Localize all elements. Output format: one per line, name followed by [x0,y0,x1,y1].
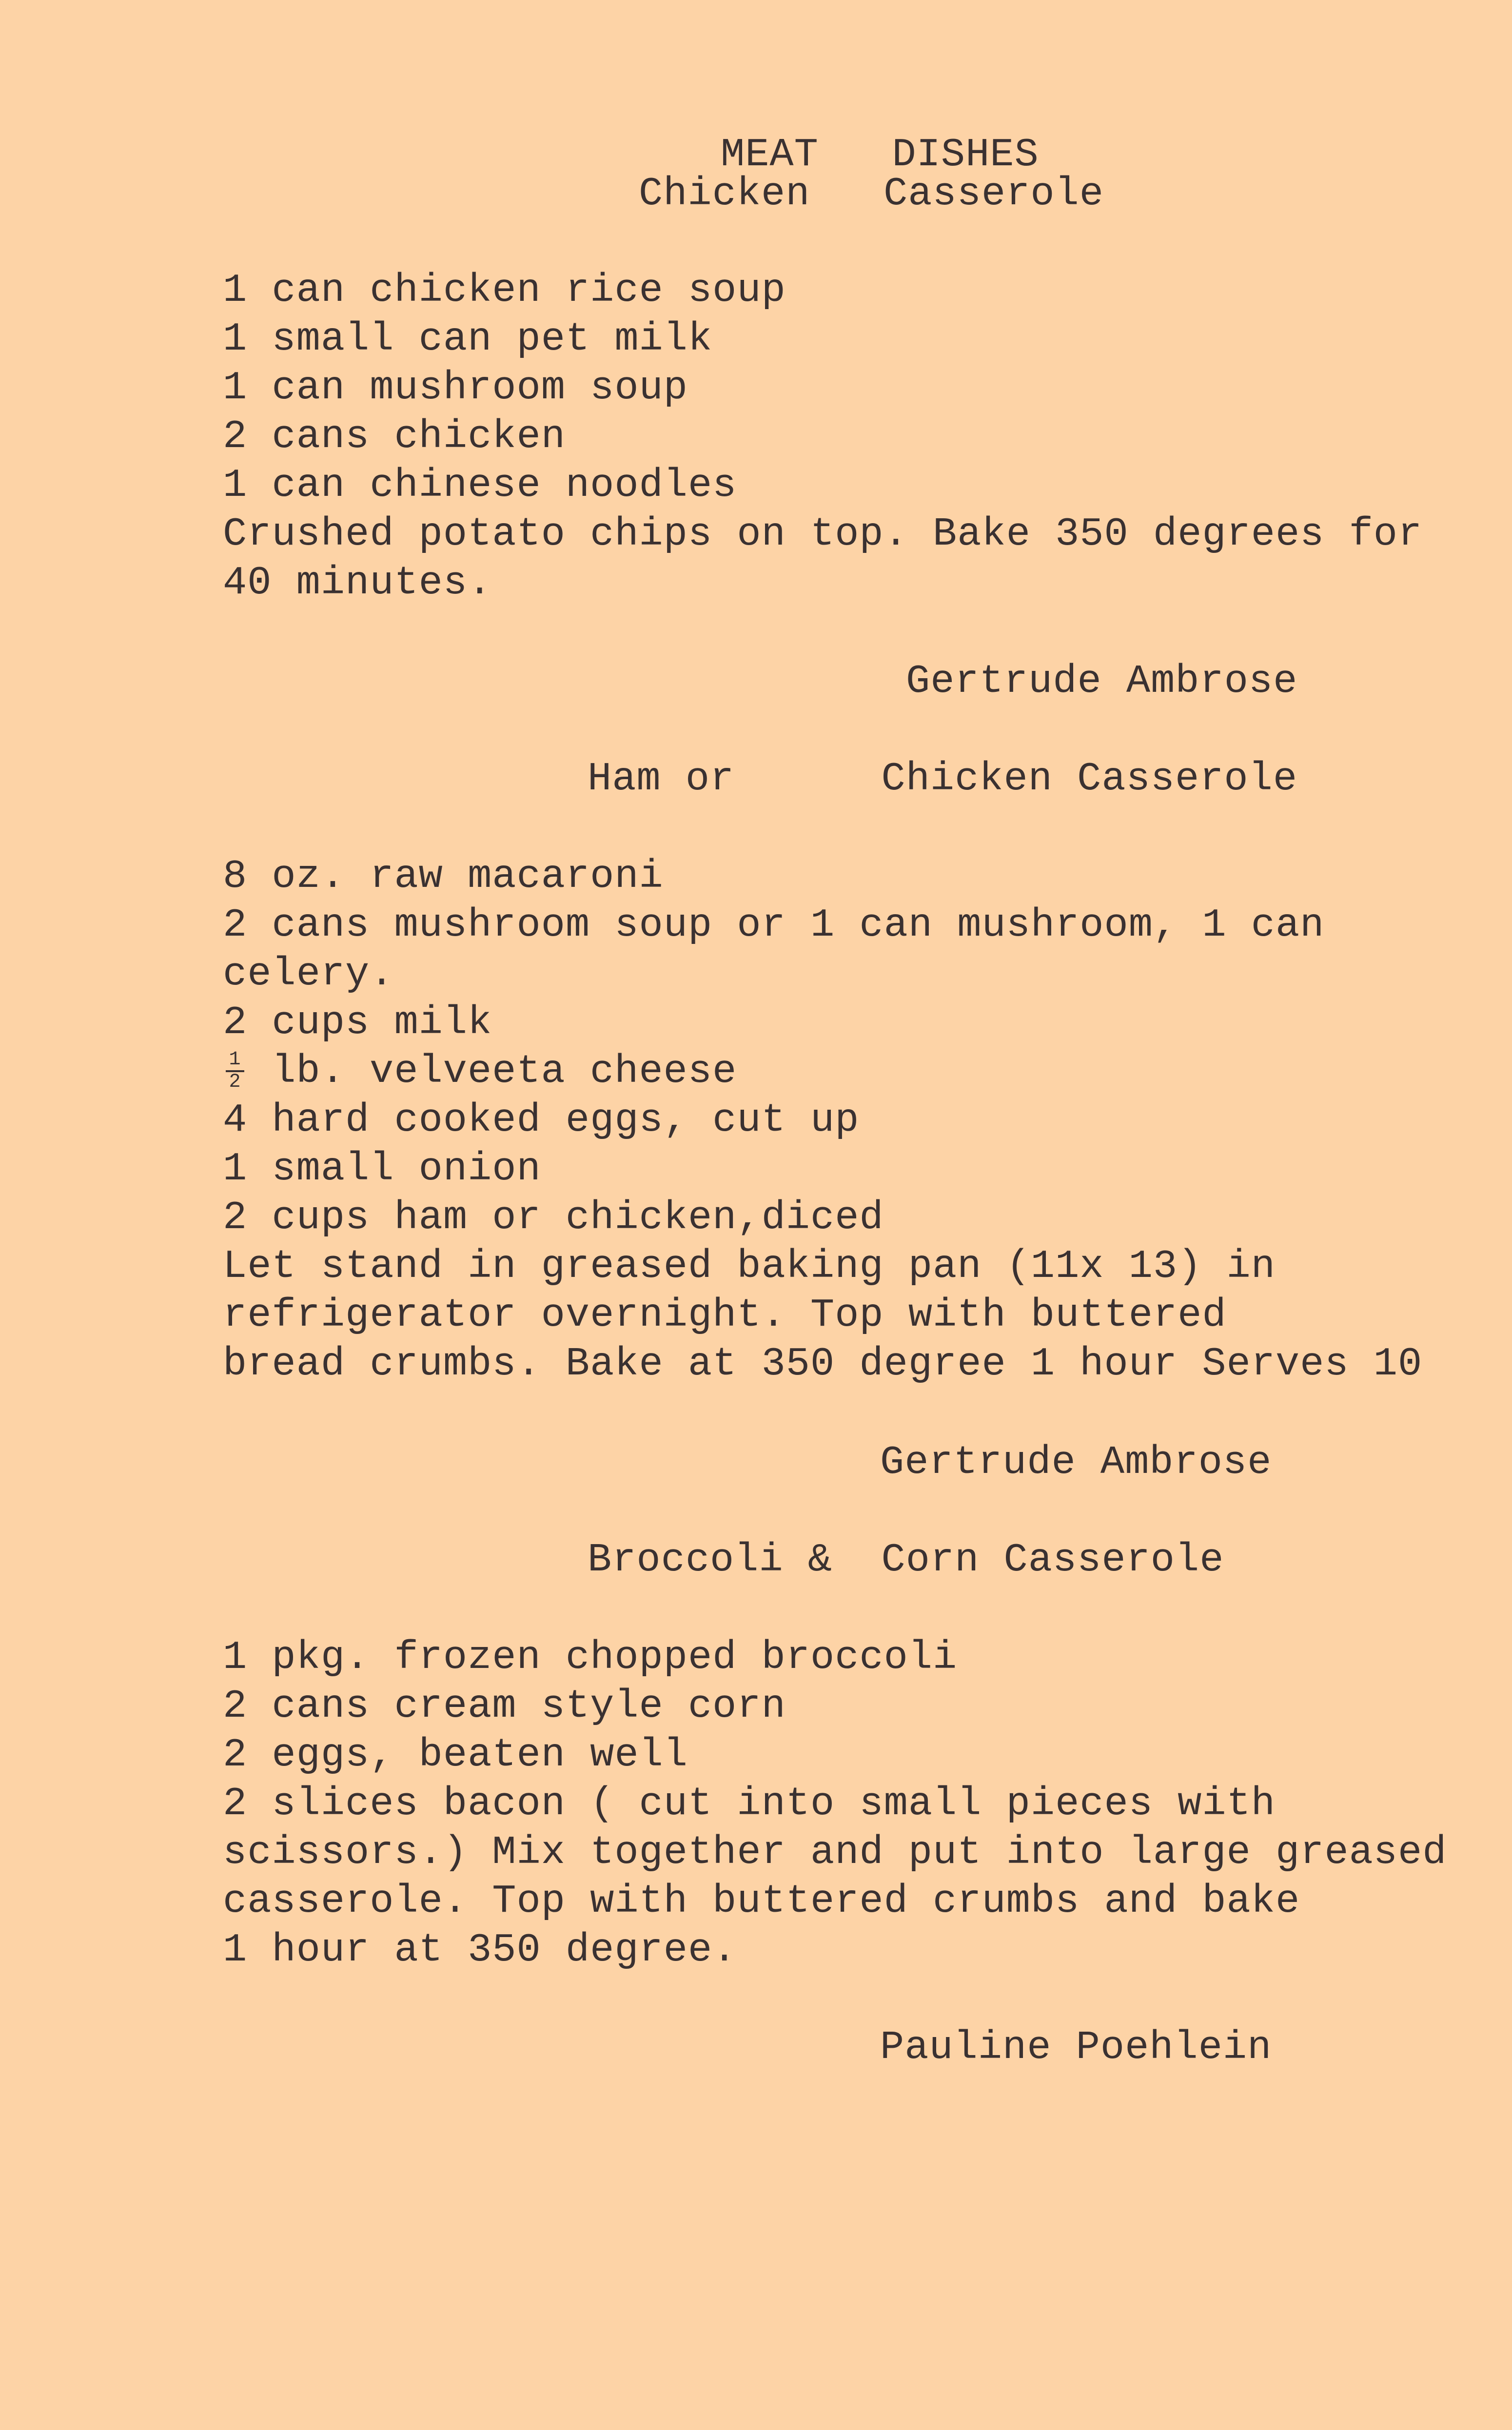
instruction-line: casserole. Top with buttered crumbs and bake [223,1879,1300,1924]
ingredient-line: celery. [223,951,394,997]
instruction-line: Crushed potato chips on top. Bake 350 degrees for [223,511,1423,557]
instruction-line: Let stand in greased baking pan (11x 13) in [223,1244,1276,1289]
instruction-line: bread crumbs. Bake at 350 degree 1 hour Serves 10 [223,1341,1423,1387]
half-fraction [223,1051,247,1092]
ingredient-line: 1 can mushroom soup [223,365,688,411]
fraction-numerator: 1 [229,1049,241,1071]
ingredient-line: 1 can chicken rice soup [223,268,786,313]
ingredient-line: 1 small can pet milk [223,316,713,362]
recipe-author: Gertrude Ambrose [906,659,1298,704]
ingredient-line: 8 oz. raw macaroni [223,854,664,899]
ingredient-line: 1 can chinese noodles [223,463,737,508]
instruction-line: scissors.) Mix together and put into large greased [223,1830,1447,1875]
ingredient-line: 2 cups ham or chicken,diced [223,1195,884,1240]
instruction-line: 40 minutes. [223,560,492,606]
ingredient-line: 1 pkg. frozen chopped broccoli [223,1635,958,1680]
ingredient-text: lb. velveeta cheese [247,1049,737,1094]
recipe-title-broccoli-corn-casserole: Broccoli & Corn Casserole [588,1537,1224,1583]
instruction-line: 1 hour at 350 degree. [223,1927,737,1973]
ingredient-line: 2 eggs, beaten well [223,1732,688,1778]
recipe-author: Pauline Poehlein [880,2025,1272,2070]
ingredient-line: 2 cans cream style corn [223,1684,786,1729]
instruction-line: refrigerator overnight. Top with buttered [223,1293,1227,1338]
recipe-title-ham-chicken-casserole: Ham or Chicken Casserole [588,756,1298,802]
ingredient-line: 4 hard cooked eggs, cut up [223,1097,860,1143]
recipe-author: Gertrude Ambrose [880,1440,1272,1485]
ingredient-line: 2 cups milk [223,1000,492,1045]
ingredient-line: 1 small onion [223,1146,541,1192]
section-heading: MEAT DISHES [721,132,1039,177]
ingredient-line-fraction [223,1047,737,1096]
ingredient-line: 2 cans mushroom soup or 1 can mushroom, 1 can [223,902,1325,948]
fraction-denominator: 2 [229,1071,241,1094]
ingredient-line: 2 cans chicken [223,414,566,459]
ingredient-line: 2 slices bacon ( cut into small pieces with [223,1781,1276,1826]
recipe-title-chicken-casserole: Chicken Casserole [639,171,1104,216]
